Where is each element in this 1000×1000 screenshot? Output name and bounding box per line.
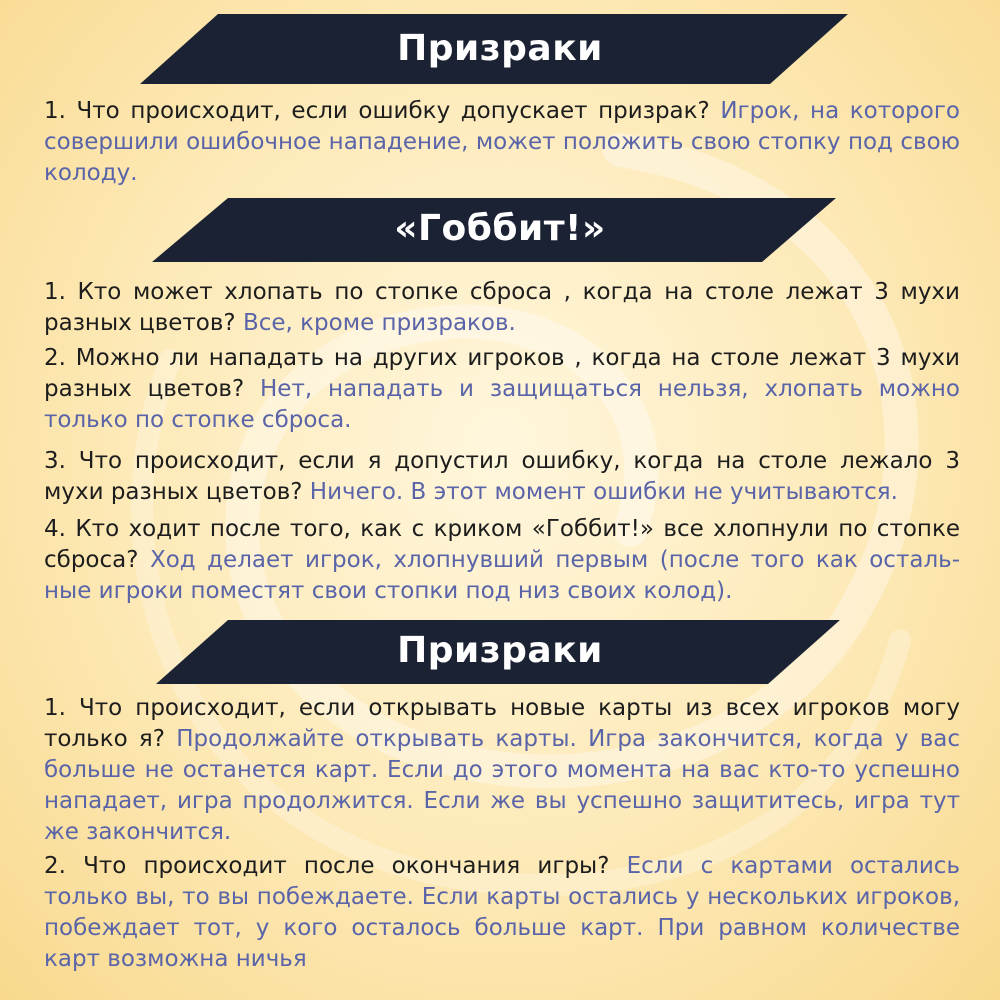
answer-text: Ничего. В этот момент ошибки не учитываются. bbox=[309, 479, 898, 505]
question-text: 1. Кто может хлопать по стопке сброса , когда на столе лежат 3 мухи разных цветов? bbox=[44, 279, 960, 336]
question-text: 2. Что происходит после окончания игры? bbox=[44, 853, 610, 879]
answer-text: Продолжайте открывать карты. Игра закончится, когда у вас больше не останется карт. Если до этого момента на вас кто-то успешно нападает, игра продолжится. Если же вы успешно защититесь, игра тут же закончится. bbox=[44, 726, 961, 845]
qa-item bbox=[44, 446, 960, 508]
section-banner-ghosts-2 bbox=[0, 620, 1000, 684]
section-banner-ghosts-1 bbox=[0, 14, 1000, 84]
qa-item bbox=[44, 514, 960, 607]
answer-text: Нет, нападать и защищаться нельзя, хлопать можно только по стопке сброса. bbox=[44, 376, 961, 433]
answer-text: Все, кроме призраков. bbox=[242, 310, 516, 336]
qa-item bbox=[44, 96, 960, 189]
section-banner-gobbit bbox=[0, 198, 1000, 262]
question-text: 3. Что происходит, если я допустил ошибку, когда на столе лежало 3 мухи разных цветов? bbox=[44, 448, 960, 505]
section-title: «Гоббит!» bbox=[394, 208, 606, 249]
question-text: 1. Что происходит, если открывать новые карты из всех игроков могу только я? bbox=[44, 695, 960, 752]
question-text: 4. Кто ходит после того, как с криком «Гоббит!» все хлопнули по стопке сброса? bbox=[44, 516, 960, 573]
question-text: 2. Можно ли нападать на других игроков , когда на столе лежат 3 мухи разных цветов? bbox=[44, 345, 960, 402]
answer-text: Ход делает игрок, хлопнувший первым (после того как осталь-ные игроки поместят свои стопки под низ своих колод). bbox=[44, 547, 961, 604]
qa-item bbox=[44, 693, 960, 848]
section-title: Призраки bbox=[397, 630, 603, 671]
section-title: Призраки bbox=[397, 28, 603, 69]
answer-text: Игрок, на которого совершили ошибочное нападение, может положить свою стопку под свою колоду. bbox=[44, 98, 961, 186]
answer-text: Если с картами остались только вы, то вы побеждаете. Если карты остались у нескольких игроков, побеждает тот, у кого осталось больше карт. При равном количестве карт возможна ничья bbox=[44, 853, 961, 972]
qa-item bbox=[44, 343, 960, 436]
question-text: 1. Что происходит, если ошибку допускает призрак? bbox=[44, 98, 710, 124]
qa-item bbox=[44, 851, 960, 975]
qa-item bbox=[44, 277, 960, 339]
